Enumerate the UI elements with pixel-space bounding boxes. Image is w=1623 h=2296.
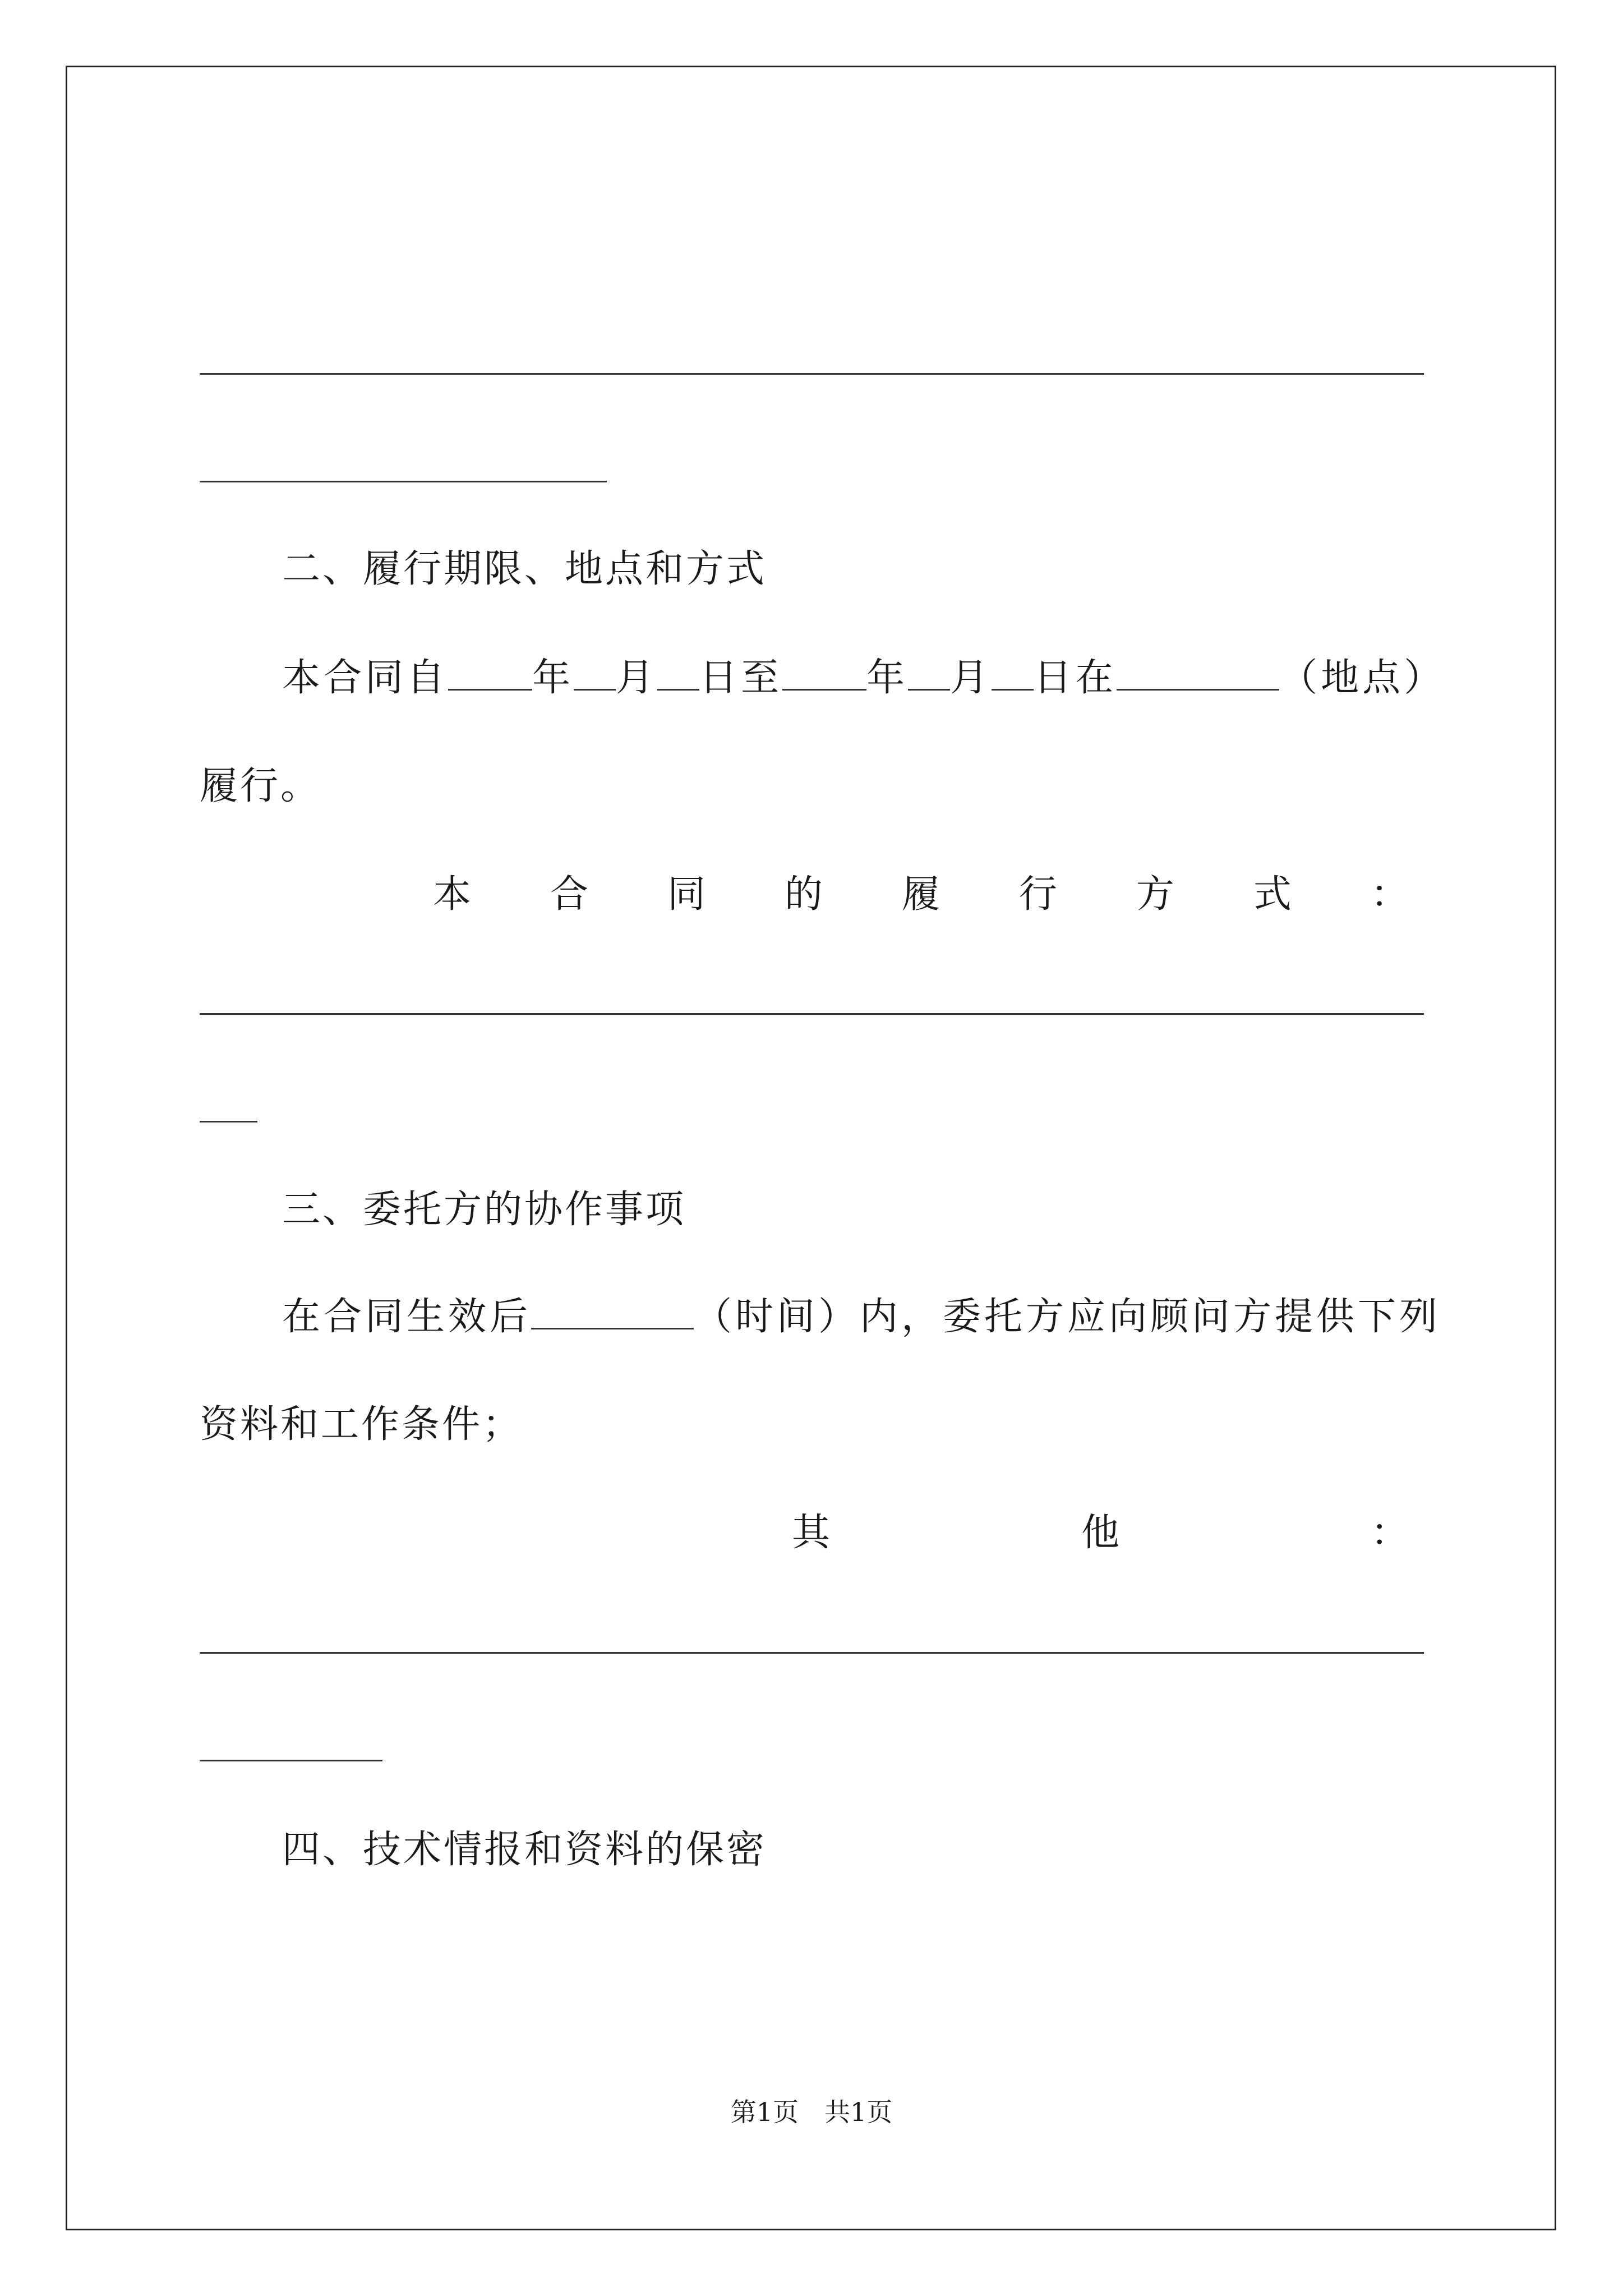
text-segment: （地点） xyxy=(1279,656,1446,700)
section-heading: 二、履行期限、地点和方式 xyxy=(282,547,767,591)
year-blank[interactable] xyxy=(448,655,532,691)
method-label xyxy=(433,872,1409,917)
text-segment: 月 xyxy=(950,656,992,700)
spread-char: 同 xyxy=(667,872,706,917)
fill-line[interactable] xyxy=(200,1652,1424,1654)
fill-line[interactable] xyxy=(200,1013,1424,1015)
spread-char: 合 xyxy=(550,872,588,917)
spread-char: 行 xyxy=(1018,872,1057,917)
page-frame xyxy=(66,66,1556,2230)
text-segment: （时间）内，委托方应向顾问方提供下列 xyxy=(694,1295,1441,1339)
page-footer: 第1页 共1页 xyxy=(730,2097,893,2127)
spread-char: 其 xyxy=(792,1511,831,1555)
text-segment: 日在 xyxy=(1034,656,1117,700)
section-heading: 四、技术情报和资料的保密 xyxy=(282,1828,767,1872)
fill-line[interactable] xyxy=(200,373,1424,375)
text-segment: 本合同自 xyxy=(282,656,449,700)
year-blank[interactable] xyxy=(782,655,866,691)
month-blank[interactable] xyxy=(574,655,616,691)
spread-char: ： xyxy=(1370,872,1409,917)
time-blank[interactable] xyxy=(531,1294,694,1329)
paragraph-continuation: 资料和工作条件； xyxy=(200,1402,523,1447)
spread-char: 他 xyxy=(1081,1511,1119,1555)
spread-char: 方 xyxy=(1136,872,1174,917)
fill-line[interactable] xyxy=(200,481,607,482)
text-segment: 年 xyxy=(532,656,574,700)
text-segment: 在合同生效后 xyxy=(282,1295,532,1339)
fill-line[interactable] xyxy=(200,1760,382,1761)
cooperation-paragraph xyxy=(282,1294,1441,1340)
text-segment: 月 xyxy=(616,656,658,700)
paragraph-continuation: 履行。 xyxy=(200,764,321,808)
spread-char: 本 xyxy=(433,872,472,917)
section-heading: 三、委托方的协作事项 xyxy=(282,1188,686,1232)
term-paragraph xyxy=(282,655,1445,701)
location-blank[interactable] xyxy=(1117,655,1279,691)
day-blank[interactable] xyxy=(657,655,699,691)
spread-char: 履 xyxy=(901,872,940,917)
spread-char: 的 xyxy=(784,872,823,917)
spread-char: ： xyxy=(1370,1511,1409,1555)
day-blank[interactable] xyxy=(992,655,1034,691)
other-label xyxy=(792,1511,1409,1556)
month-blank[interactable] xyxy=(908,655,950,691)
spread-char: 式 xyxy=(1253,872,1292,917)
text-segment: 年 xyxy=(866,656,909,700)
fill-line[interactable] xyxy=(200,1121,257,1122)
text-segment: 日至 xyxy=(699,656,783,700)
